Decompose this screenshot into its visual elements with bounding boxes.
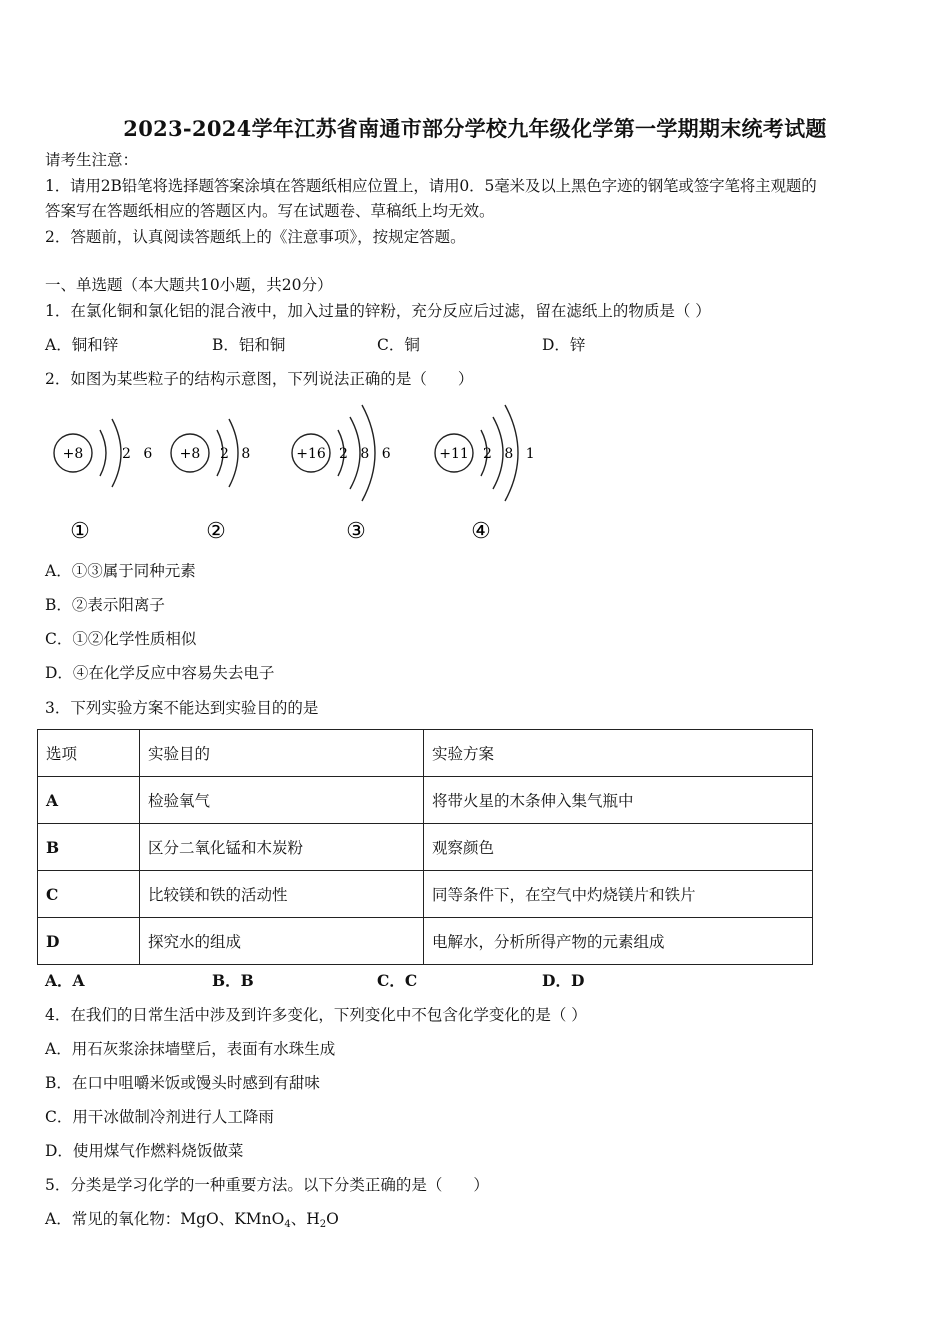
q3-option-c: C．C xyxy=(377,971,418,990)
table-row xyxy=(38,824,813,871)
q3-option-b: B．B xyxy=(212,971,254,990)
table-cell: B xyxy=(38,824,140,871)
notice-heading: 请考生注意： xyxy=(45,151,139,169)
q3-option-d: D．D xyxy=(542,971,585,990)
q1-option-b: B．铝和铜 xyxy=(212,336,286,354)
q4-option-d: D．使用煤气作燃料烧饭做菜 xyxy=(45,1142,244,1160)
q4-stem: 4．在我们的日常生活中涉及到许多变化，下列变化中不包含化学变化的是（ ） xyxy=(45,1006,587,1024)
atom-3-nucleus: +16 xyxy=(296,446,326,462)
q1-option-c: C．铜 xyxy=(377,336,420,354)
atom-2-nucleus: +8 xyxy=(179,446,201,462)
q4-option-c: C．用干冰做制冷剂进行人工降雨 xyxy=(45,1108,274,1126)
table-row xyxy=(38,777,813,824)
q2-option-b: B．②表示阳离子 xyxy=(45,596,165,614)
q2-option-d: D．④在化学反应中容易失去电子 xyxy=(45,664,275,682)
atom-structure-diagrams xyxy=(40,395,560,550)
section-heading: 一、单选题（本大题共10小题，共20分） xyxy=(45,276,333,294)
table-cell: D xyxy=(38,918,140,965)
q5-option-a-sub1: 4 xyxy=(284,1219,291,1230)
q3-option-a: A．A xyxy=(45,971,85,990)
q1-stem: 1．在氯化铜和氯化铝的混合液中，加入过量的锌粉，充分反应后过滤，留在滤纸上的物质是（ ） xyxy=(45,302,711,320)
atom-4-shells: 2 8 1 xyxy=(483,446,539,462)
table-header-row xyxy=(38,730,813,777)
notice-line-1a: 1．请用2B铅笔将选择题答案涂填在答题纸相应位置上，请用0．5毫米及以上黑色字迹的钢笔或签字笔将主观题的 xyxy=(45,177,817,195)
table-cell: 检验氧气 xyxy=(140,777,424,824)
atom-1-nucleus: +8 xyxy=(62,446,84,462)
table-header-cell: 实验目的 xyxy=(140,730,424,777)
q2-stem: 2．如图为某些粒子的结构示意图，下列说法正确的是（ ） xyxy=(45,370,474,388)
q4-option-b: B．在口中咀嚼米饭或馒头时感到有甜味 xyxy=(45,1074,320,1092)
atom-2-shells: 2 8 xyxy=(220,446,255,462)
page-title: 2023-2024学年江苏省南通市部分学校九年级化学第一学期期末统考试题 xyxy=(123,116,827,141)
table-row xyxy=(38,918,813,965)
atom-2-label: ② xyxy=(206,519,226,544)
q5-option-a-suffix: O xyxy=(326,1210,339,1228)
table-cell: 比较镁和铁的活动性 xyxy=(140,871,424,918)
atom-1-shells: 2 6 xyxy=(122,446,157,462)
table-row xyxy=(38,871,813,918)
q1-option-d: D．锌 xyxy=(542,336,586,354)
table-cell: 同等条件下，在空气中灼烧镁片和铁片 xyxy=(424,871,813,918)
notice-line-2: 2．答题前，认真阅读答题纸上的《注意事项》，按规定答题。 xyxy=(45,228,466,246)
q5-option-a-prefix: A．常见的氧化物：MgO、KMnO xyxy=(45,1210,285,1228)
q1-option-a: A．铜和锌 xyxy=(45,336,119,354)
atom-3-shells: 2 8 6 xyxy=(339,446,395,462)
q5-option-a xyxy=(45,1209,339,1235)
atom-3-label: ③ xyxy=(346,519,366,544)
atom-4-nucleus: +11 xyxy=(439,446,469,462)
table-cell: 电解水，分析所得产物的元素组成 xyxy=(424,918,813,965)
table-header-cell: 实验方案 xyxy=(424,730,813,777)
table-cell: 区分二氧化锰和木炭粉 xyxy=(140,824,424,871)
table-cell: 将带火星的木条伸入集气瓶中 xyxy=(424,777,813,824)
q5-option-a-mid: 、H xyxy=(290,1210,320,1228)
q2-option-c: C．①②化学性质相似 xyxy=(45,630,197,648)
q2-option-a: A．①③属于同种元素 xyxy=(45,562,196,580)
table-cell: 探究水的组成 xyxy=(140,918,424,965)
q4-option-a: A．用石灰浆涂抹墙壁后，表面有水珠生成 xyxy=(45,1040,336,1058)
q5-stem: 5．分类是学习化学的一种重要方法。以下分类正确的是（ ） xyxy=(45,1176,489,1194)
table-cell: A xyxy=(38,777,140,824)
atom-1-label: ① xyxy=(70,519,90,544)
notice-line-1b: 答案写在答题纸相应的答题区内。写在试题卷、草稿纸上均无效。 xyxy=(45,202,495,220)
experiment-table xyxy=(37,729,813,965)
table-header-cell: 选项 xyxy=(38,730,140,777)
q5-option-a-sub2: 2 xyxy=(319,1219,327,1230)
atom-4-label: ④ xyxy=(471,519,491,544)
q3-stem: 3．下列实验方案不能达到实验目的的是 xyxy=(45,699,319,717)
table-cell: 观察颜色 xyxy=(424,824,813,871)
table-cell: C xyxy=(38,871,140,918)
